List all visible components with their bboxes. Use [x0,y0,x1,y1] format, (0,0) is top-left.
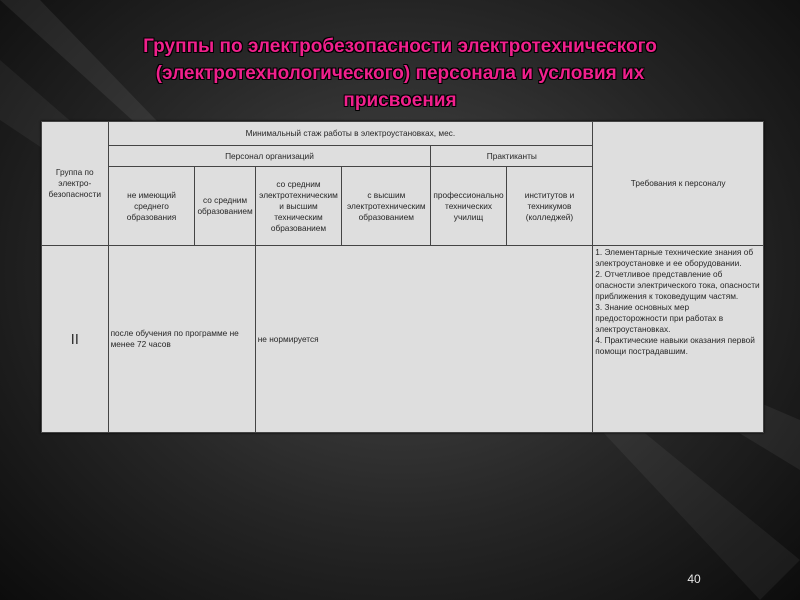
subheader-vocational-schools: профессионально технических училищ [431,167,506,246]
page-number: 40 [687,572,701,586]
subheader-secondary-electrotech-higher-tech: со средним электротехническим и высшим техническим образованием [255,167,342,246]
trainees-value: не нормируется [255,246,593,433]
subheader-secondary: со средним образованием [195,167,255,246]
requirements-cell [593,246,764,433]
group-value: II [42,246,109,433]
requirement-item: 2. Отчетливое представление об опасности электрического тока, опасности приближения к токоведущим частям. [595,269,760,301]
group-header: Группа по электро-безопасности [42,122,109,246]
requirement-item: 4. Практические навыки оказания первой помощи пострадавшим. [595,335,755,356]
min-experience-header: Минимальный стаж работы в электроустановках, мес. [108,122,593,146]
slide-title-line-2: (электротехнологического) персонала и условия их [155,63,645,84]
electrical-safety-table [41,121,764,433]
org-staff-value: после обучения по программе не менее 72 часов [108,246,255,433]
subheader-higher-electrotech: с высшим электротехническим образованием [342,167,431,246]
requirements-header: Требования к персоналу [593,122,764,246]
slide-title [60,33,740,114]
subheader-no-secondary: не имеющий среднего образования [108,167,195,246]
requirement-item: 1. Элементарные технические знания об электроустановке и ее оборудовании. [595,247,754,268]
trainees-header: Практиканты [431,146,593,167]
requirement-item: 3. Знание основных мер предосторожности при работах в электроустановках. [595,302,724,334]
slide-title-line-1: Группы по электробезопасности электротехнического [143,36,657,57]
scanned-table-image [41,121,764,433]
org-staff-header: Персонал организаций [108,146,431,167]
subheader-institutes-colleges: институтов и техникумов (колледжей) [506,167,593,246]
slide-title-line-3: присвоения [343,90,457,111]
